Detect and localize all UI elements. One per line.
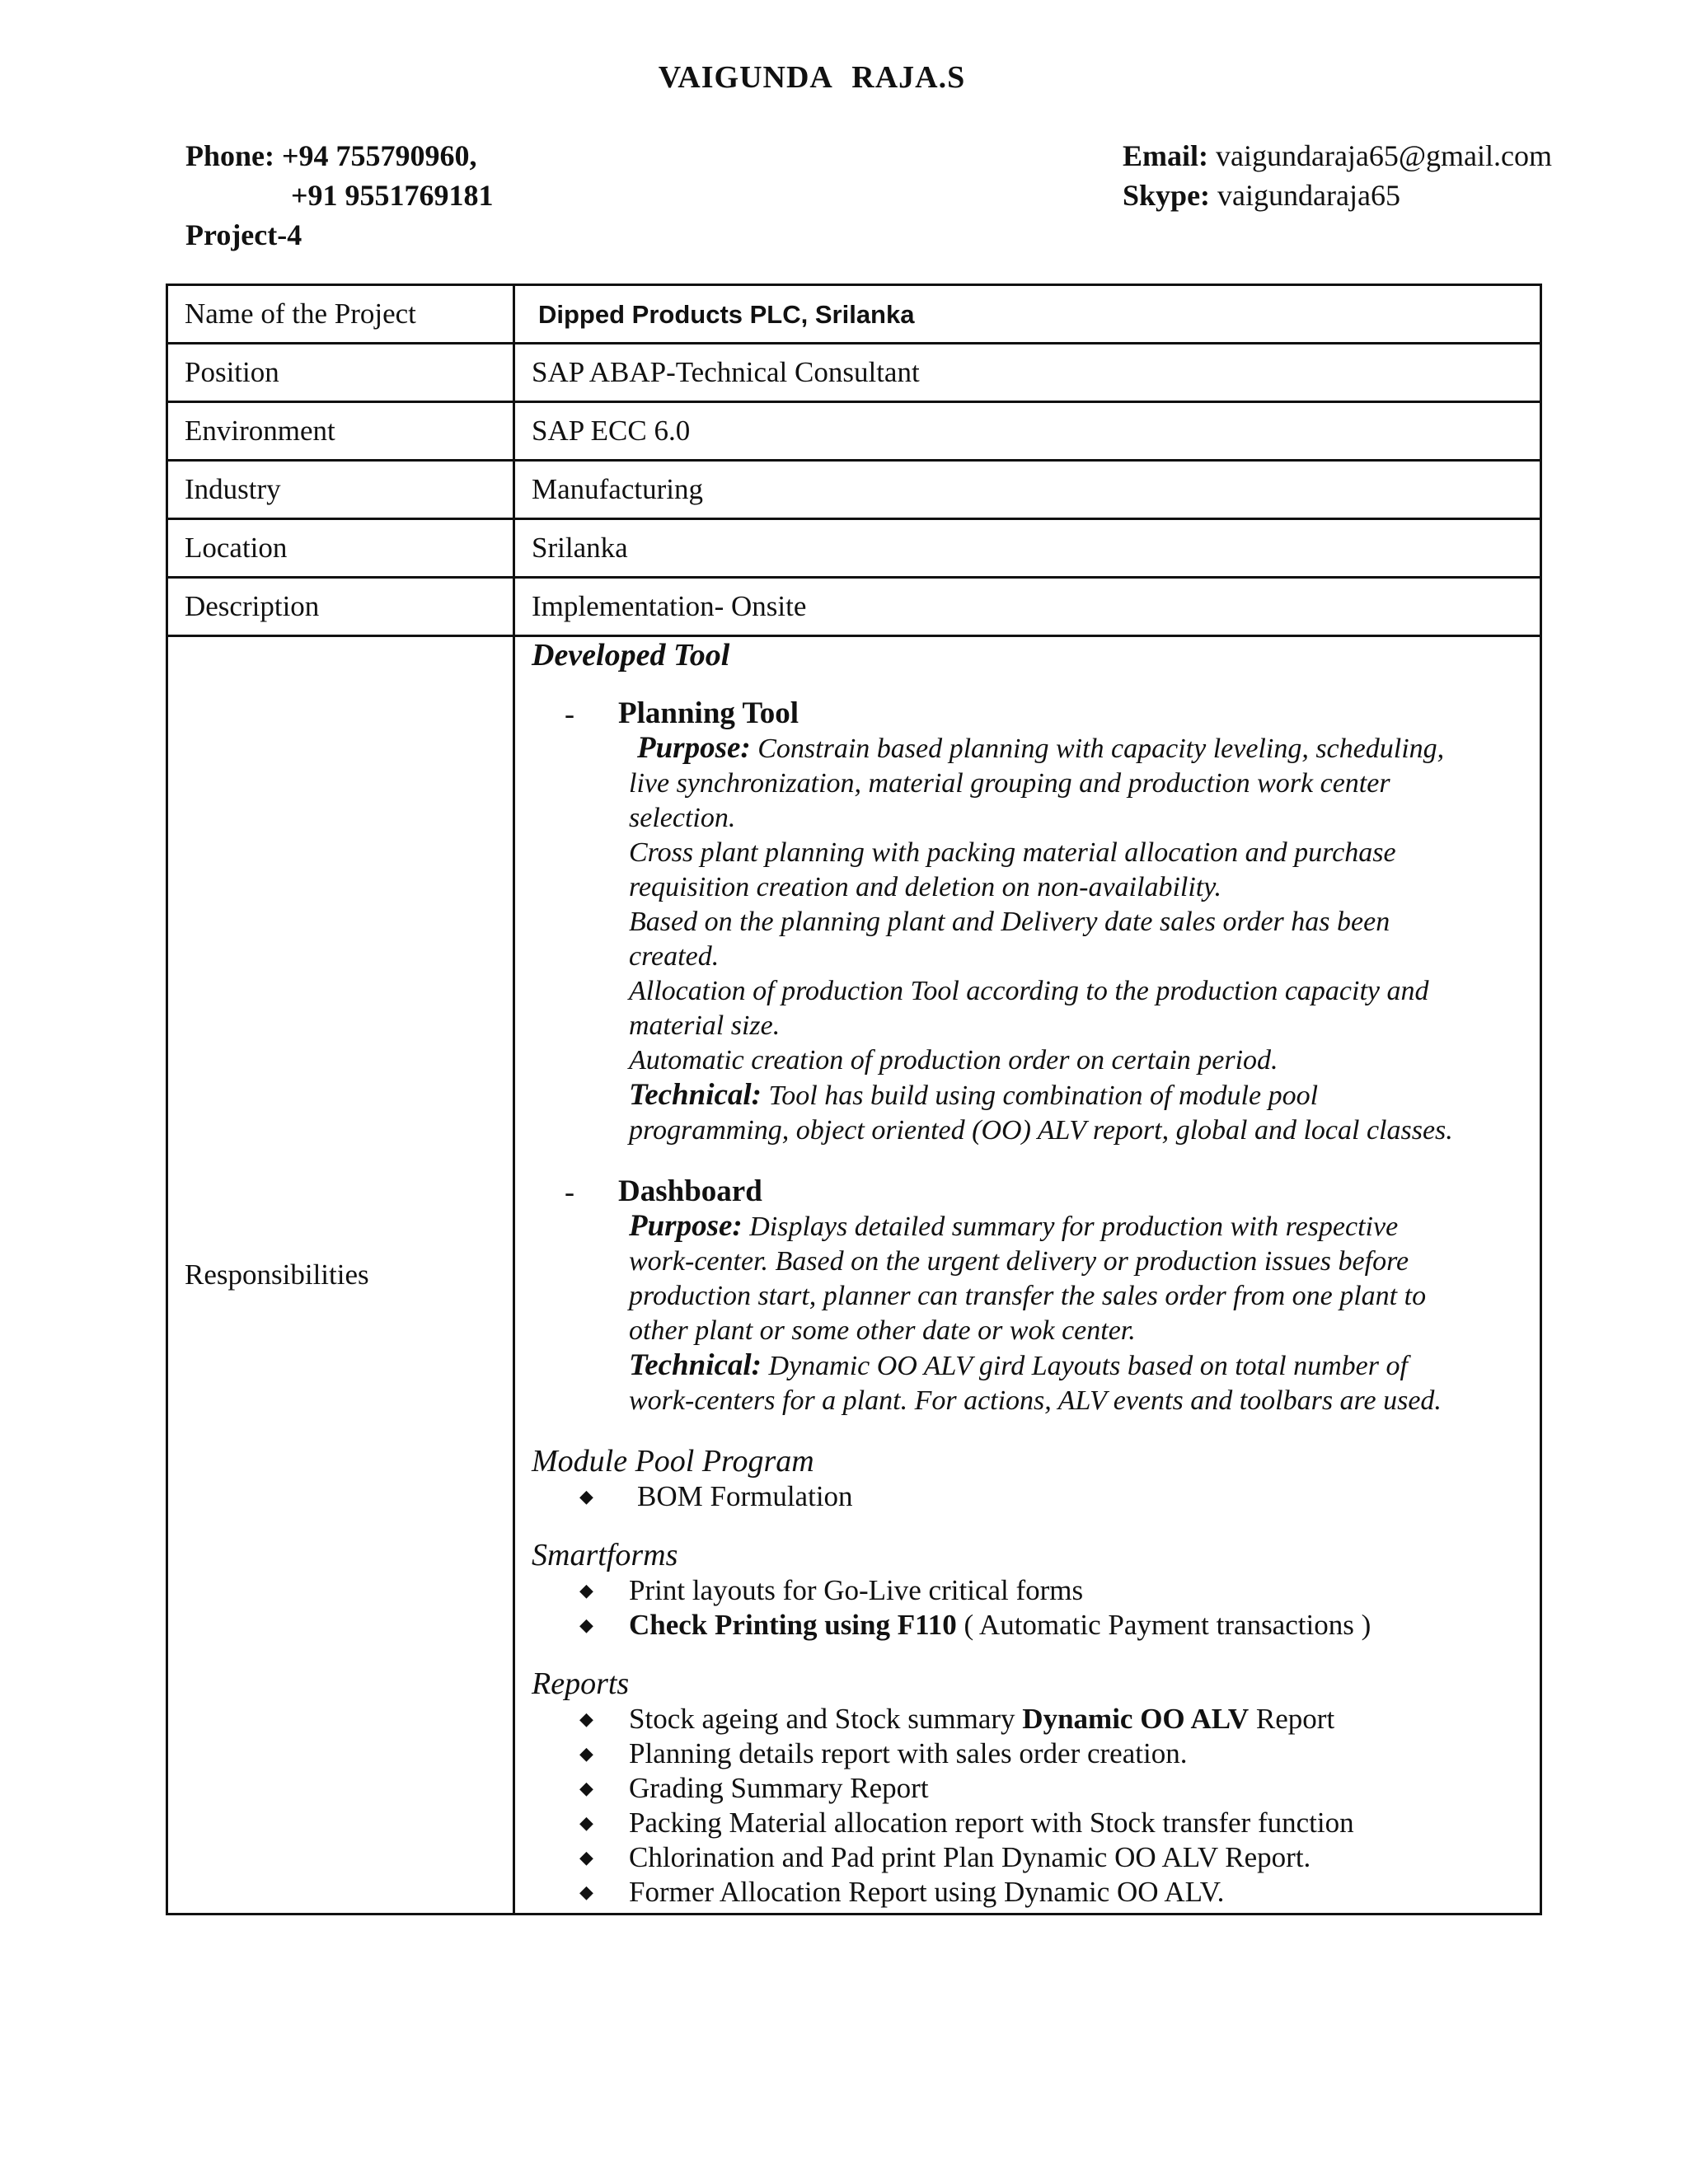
row-value-environment: SAP ECC 6.0 xyxy=(514,402,1541,461)
phone-line-1 xyxy=(185,136,494,176)
email-address[interactable]: vaigundaraja65@gmail.com xyxy=(1216,139,1553,172)
dash-marker: - xyxy=(565,697,574,730)
contact-online-block xyxy=(1123,136,1552,215)
smartforms-list xyxy=(532,1573,1523,1643)
detail-line: Automatic creation of production order on certain period. xyxy=(629,1045,1278,1076)
list-item: ◆ Check Printing using F110 ( Automatic Payment transactions ) xyxy=(579,1609,1372,1641)
diamond-bullet-icon: ◆ xyxy=(579,1580,593,1601)
purpose-text: Displays detailed summary for production with respective xyxy=(742,1212,1399,1242)
email-line xyxy=(1123,136,1552,176)
detail-line: created. xyxy=(629,941,720,972)
row-label-location: Location xyxy=(167,519,514,578)
table-row xyxy=(167,578,1541,636)
diamond-bullet-icon: ◆ xyxy=(579,1882,593,1902)
phone-label: Phone: xyxy=(185,139,274,172)
skype-line xyxy=(1123,176,1552,215)
detail-line: selection. xyxy=(629,803,736,833)
reports-heading: Reports xyxy=(532,1666,630,1701)
table-row xyxy=(167,461,1541,519)
list-item: ◆ Former Allocation Report using Dynamic OO ALV. xyxy=(579,1876,1225,1908)
planning-tool-details xyxy=(532,731,1523,1148)
row-value-location: Srilanka xyxy=(514,519,1541,578)
technical-text: Tool has build using combination of module pool xyxy=(762,1080,1319,1111)
dashboard-section xyxy=(532,1174,1523,1418)
resume-name: VAIGUNDA RAJA.S xyxy=(658,60,966,95)
table-row-responsibilities xyxy=(167,636,1541,1915)
detail-line: other plant or some other date or wok center. xyxy=(629,1315,1136,1346)
diamond-bullet-icon: ◆ xyxy=(579,1847,593,1868)
diamond-bullet-icon: ◆ xyxy=(579,1812,593,1833)
detail-line: Allocation of production Tool according to the production capacity and xyxy=(629,976,1429,1006)
detail-line: work-center. Based on the urgent delivery or production issues before xyxy=(629,1246,1409,1277)
table-row xyxy=(167,285,1541,344)
detail-line: requisition creation and deletion on non-availability. xyxy=(629,872,1221,902)
table-row xyxy=(167,402,1541,461)
list-item: ◆ Packing Material allocation report with Stock transfer function xyxy=(579,1807,1354,1839)
email-label: Email: xyxy=(1123,139,1208,172)
module-pool-heading: Module Pool Program xyxy=(532,1444,814,1479)
detail-line: Cross plant planning with packing material allocation and purchase xyxy=(629,837,1396,868)
list-item: ◆ BOM Formulation xyxy=(579,1480,853,1512)
detail-line: programming, object oriented (OO) ALV report, global and local classes. xyxy=(629,1115,1453,1146)
contact-phone-block xyxy=(185,136,494,255)
reports-list xyxy=(532,1702,1523,1910)
phone-number-1: +94 755790960, xyxy=(282,139,477,172)
detail-line: live synchronization, material grouping and production work center xyxy=(629,768,1390,799)
technical-label: Technical: xyxy=(629,1078,762,1112)
responsibilities-content xyxy=(514,636,1541,1915)
diamond-bullet-icon: ◆ xyxy=(579,1743,593,1764)
technical-text: Dynamic OO ALV gird Layouts based on total number of xyxy=(762,1351,1408,1381)
technical-label: Technical: xyxy=(629,1348,762,1382)
table-row xyxy=(167,519,1541,578)
project-details-table xyxy=(166,284,1542,1915)
module-pool-list xyxy=(532,1479,1523,1514)
detail-line: work-centers for a plant. For actions, ALV events and toolbars are used. xyxy=(629,1385,1442,1416)
list-item: ◆ Chlorination and Pad print Plan Dynamic OO ALV Report. xyxy=(579,1841,1311,1873)
dashboard-details xyxy=(532,1209,1523,1418)
row-label-industry: Industry xyxy=(167,461,514,519)
purpose-label: Purpose: xyxy=(637,731,751,765)
row-value-industry: Manufacturing xyxy=(514,461,1541,519)
detail-line: Based on the planning plant and Delivery date sales order has been xyxy=(629,907,1390,937)
row-label-project-name: Name of the Project xyxy=(167,285,514,344)
purpose-text: Constrain based planning with capacity leveling, scheduling, xyxy=(750,733,1445,764)
diamond-bullet-icon: ◆ xyxy=(579,1708,593,1729)
row-value-project-name xyxy=(514,285,1541,344)
row-label-responsibilities: Responsibilities xyxy=(167,636,514,1915)
dash-marker: - xyxy=(565,1175,574,1208)
phone-number-2: +91 9551769181 xyxy=(291,179,494,212)
skype-id: vaigundaraja65 xyxy=(1217,179,1400,212)
list-item: ◆ Planning details report with sales order creation. xyxy=(579,1737,1188,1769)
table-row xyxy=(167,344,1541,402)
row-label-environment: Environment xyxy=(167,402,514,461)
row-label-position: Position xyxy=(167,344,514,402)
detail-line: production start, planner can transfer the sales order from one plant to xyxy=(629,1281,1427,1311)
list-item: ◆ Grading Summary Report xyxy=(579,1772,929,1804)
smartforms-heading: Smartforms xyxy=(532,1538,678,1572)
list-item: ◆ Stock ageing and Stock summary Dynamic OO ALV Report xyxy=(579,1703,1335,1735)
diamond-bullet-icon: ◆ xyxy=(579,1486,593,1507)
list-item: ◆ Print layouts for Go-Live critical forms xyxy=(579,1574,1084,1606)
diamond-bullet-icon: ◆ xyxy=(579,1778,593,1798)
purpose-label: Purpose: xyxy=(629,1209,743,1243)
developed-tool-heading: Developed Tool xyxy=(532,638,730,673)
skype-label: Skype: xyxy=(1123,179,1211,212)
project-number: Project-4 xyxy=(185,218,302,251)
project-name-value: Dipped Products PLC, Srilanka xyxy=(538,300,915,329)
dashboard-title: Dashboard xyxy=(618,1174,762,1208)
row-value-position: SAP ABAP-Technical Consultant xyxy=(514,344,1541,402)
diamond-bullet-icon: ◆ xyxy=(579,1615,593,1635)
row-label-description: Description xyxy=(167,578,514,636)
planning-tool-title: Planning Tool xyxy=(618,696,799,730)
detail-line: material size. xyxy=(629,1010,781,1041)
row-value-description: Implementation- Onsite xyxy=(514,578,1541,636)
planning-tool-section xyxy=(532,696,1523,1148)
